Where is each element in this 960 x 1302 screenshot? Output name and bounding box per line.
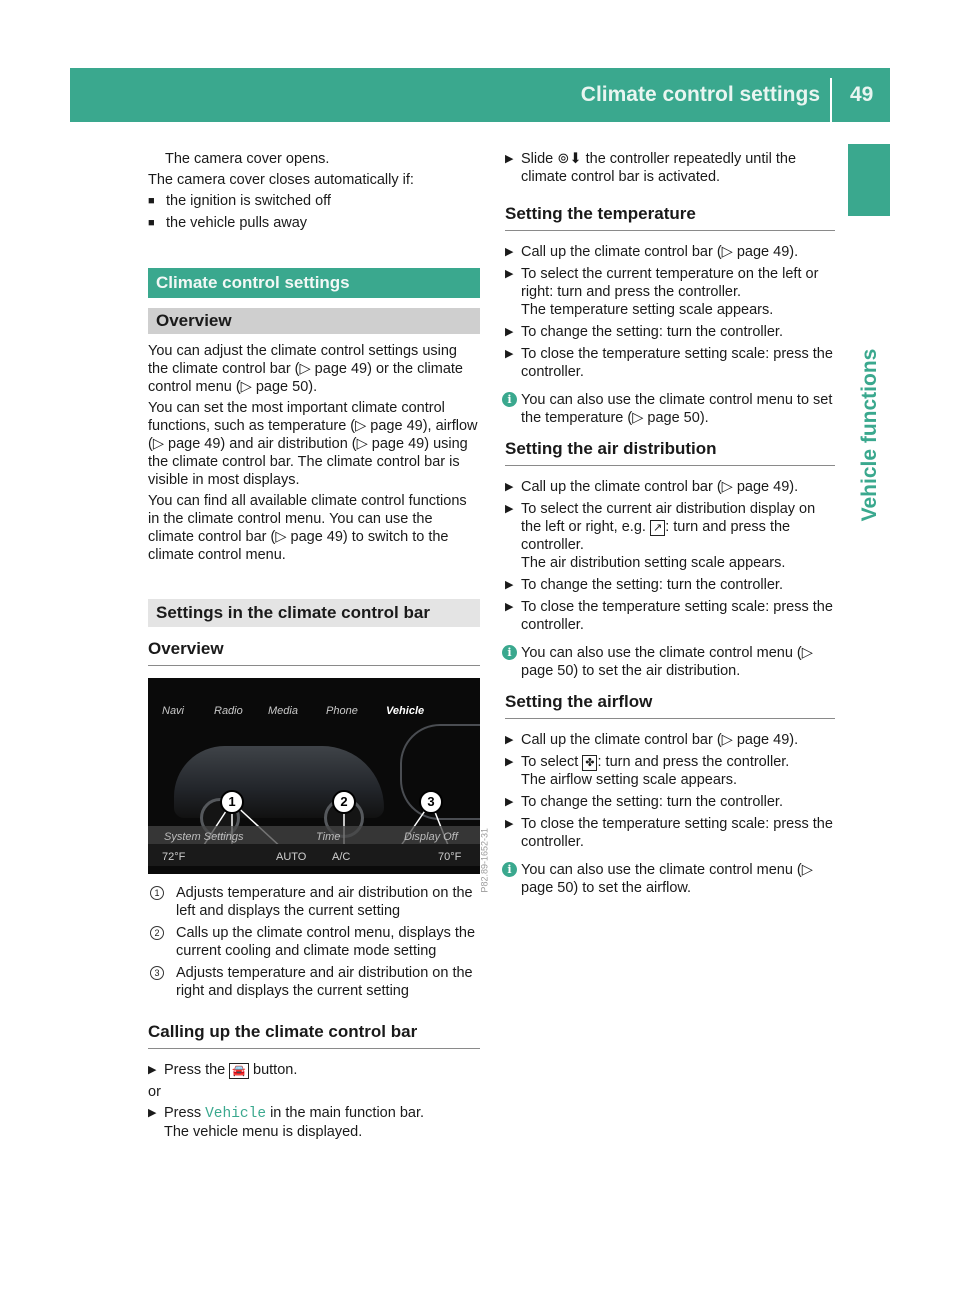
auto-mode: AUTO	[276, 851, 307, 863]
step-item: ▶ To change the setting: turn the controller.	[505, 577, 783, 593]
info-note: i You can also use the climate control menu to set the temperature (▷ page 50).	[505, 391, 835, 427]
overview-heading: Overview	[148, 308, 480, 334]
page-number: 49	[850, 83, 874, 106]
info-icon: i	[502, 392, 517, 407]
step-arrow-icon: ▶	[505, 503, 514, 515]
step-arrow-icon: ▶	[505, 756, 514, 768]
step-result: The air distribution setting scale appears.	[521, 555, 786, 571]
step-arrow-icon: ▶	[148, 1064, 157, 1076]
section-heading: Climate control settings	[148, 268, 480, 298]
step-item: ▶ To close the temperature setting scale: press the controller.	[505, 599, 833, 633]
climate-bar	[148, 844, 480, 866]
right-column	[505, 150, 835, 905]
callout-1: 1	[220, 790, 244, 814]
strip-display-off: Display Off	[404, 831, 458, 843]
info-note: i You can also use the climate control menu (▷ page 50) to set the airflow.	[505, 861, 835, 897]
side-tab-label: Vehicle functions	[858, 348, 881, 522]
paragraph: You can set the most important climate control functions, such as temperature (▷ page 49), airflow (▷ page 49) and air distribution (▷ page 49) using the climate control bar. The climate control bar is visible in most displays.	[148, 400, 478, 488]
calling-heading: Calling up the climate control bar	[148, 1022, 480, 1049]
step-item: ▶ To select the current temperature on the left or right: turn and press the controller. The temperature setting scale appears.	[505, 266, 819, 318]
step-item: ▶ To close the temperature setting scale: press the controller.	[505, 346, 833, 380]
info-icon: i	[502, 862, 517, 877]
menu-item-phone: Phone	[326, 705, 358, 717]
settings-heading: Settings in the climate control bar	[148, 599, 480, 627]
step-item: ▶ Call up the climate control bar (▷ page 49).	[505, 244, 799, 260]
step-item: ▶ Press Vehicle in the main function bar. The vehicle menu is displayed.	[148, 1105, 425, 1140]
step-result: The vehicle menu is displayed.	[164, 1124, 363, 1140]
step-item: ▶ Slide ⊚⬇ the controller repeatedly until the climate control bar is activated.	[505, 151, 797, 185]
menu-item-vehicle: Vehicle	[386, 705, 425, 717]
step-item: ▶ To select the current air distribution display on the left or right, e.g. ↗ : turn and press the controller. The air distribution setting scale appears.	[505, 501, 816, 571]
step-arrow-icon: ▶	[505, 326, 514, 338]
overview2-heading: Overview	[148, 639, 480, 666]
intro-line: The camera cover closes automatically if:	[148, 172, 414, 188]
step-arrow-icon: ▶	[505, 796, 514, 808]
header-divider	[830, 78, 832, 122]
step-item: ▶ Press the 🚘 button.	[148, 1062, 298, 1078]
step-arrow-icon: ▶	[505, 481, 514, 493]
step-item: ▶ Call up the climate control bar (▷ page 49).	[505, 732, 799, 748]
intro-result: The camera cover opens.	[165, 151, 330, 167]
bullet-icon: ■	[148, 217, 155, 229]
step-result: The airflow setting scale appears.	[521, 772, 737, 788]
side-marker	[848, 144, 890, 216]
bullet-item: ■ the ignition is switched off	[148, 193, 331, 209]
step-result: The temperature setting scale appears.	[521, 302, 774, 318]
page-header	[70, 68, 890, 122]
or-text: or	[148, 1084, 161, 1100]
paragraph: You can adjust the climate control settings using the climate control bar (▷ page 49) or the climate control menu (▷ page 50).	[148, 343, 463, 395]
legend-item: 3 Adjusts temperature and air distribution on the right and displays the current setting	[148, 964, 480, 1000]
air-distribution-icon: ↗	[650, 520, 665, 536]
controller-slide-icon: ⊚⬇	[557, 151, 582, 167]
airflow-fan-icon: ✤	[582, 755, 597, 771]
callout-2: 2	[332, 790, 356, 814]
header-title: Climate control settings	[580, 83, 820, 106]
menu-item-navi: Navi	[162, 705, 185, 717]
bullet-icon: ■	[148, 195, 155, 207]
image-code: P82.89-1652-31	[480, 828, 490, 893]
step-arrow-icon: ▶	[505, 268, 514, 280]
legend-item: 1 Adjusts temperature and air distribution on the left and displays the current setting	[148, 884, 480, 920]
vehicle-menu-code: Vehicle	[205, 1106, 267, 1122]
step-arrow-icon: ▶	[505, 734, 514, 746]
step-item: ▶ To change the setting: turn the controller.	[505, 324, 783, 340]
strip-time: Time	[316, 831, 341, 843]
step-item: ▶ Call up the climate control bar (▷ page 49).	[505, 479, 799, 495]
step-arrow-icon: ▶	[505, 153, 514, 165]
display-screenshot	[148, 678, 490, 893]
info-note: i You can also use the climate control menu (▷ page 50) to set the air distribution.	[505, 644, 835, 680]
car-button-icon: 🚘	[229, 1063, 249, 1079]
temp-right: 70°F	[438, 851, 462, 863]
step-arrow-icon: ▶	[505, 579, 514, 591]
step-item: ▶ To change the setting: turn the controller.	[505, 794, 783, 810]
airflow-heading: Setting the airflow	[505, 692, 835, 719]
step-arrow-icon: ▶	[505, 246, 514, 258]
paragraph: You can find all available climate control functions in the climate control menu. You can use the climate control bar (▷ page 49) to switch to the climate control menu.	[148, 493, 467, 563]
side-tab	[850, 235, 890, 635]
step-item: ▶ To select ✤ : turn and press the controller. The airflow setting scale appears.	[505, 754, 790, 788]
ac-mode: A/C	[332, 851, 351, 863]
menu-item-media: Media	[268, 705, 298, 717]
bullet-item: ■ the vehicle pulls away	[148, 215, 308, 231]
info-icon: i	[502, 645, 517, 660]
screen-strip	[148, 826, 480, 844]
step-arrow-icon: ▶	[148, 1107, 157, 1119]
step-arrow-icon: ▶	[505, 818, 514, 830]
temp-left: 72°F	[162, 851, 186, 863]
left-column	[148, 150, 490, 1145]
menu-item-radio: Radio	[214, 705, 243, 717]
step-arrow-icon: ▶	[505, 601, 514, 613]
strip-system-settings: System Settings	[164, 831, 244, 843]
step-arrow-icon: ▶	[505, 348, 514, 360]
legend-item: 2 Calls up the climate control menu, displays the current cooling and climate mode setting	[148, 924, 480, 960]
temperature-heading: Setting the temperature	[505, 204, 835, 231]
callout-3: 3	[419, 790, 443, 814]
air-distribution-heading: Setting the air distribution	[505, 439, 835, 466]
step-item: ▶ To close the temperature setting scale: press the controller.	[505, 816, 833, 850]
